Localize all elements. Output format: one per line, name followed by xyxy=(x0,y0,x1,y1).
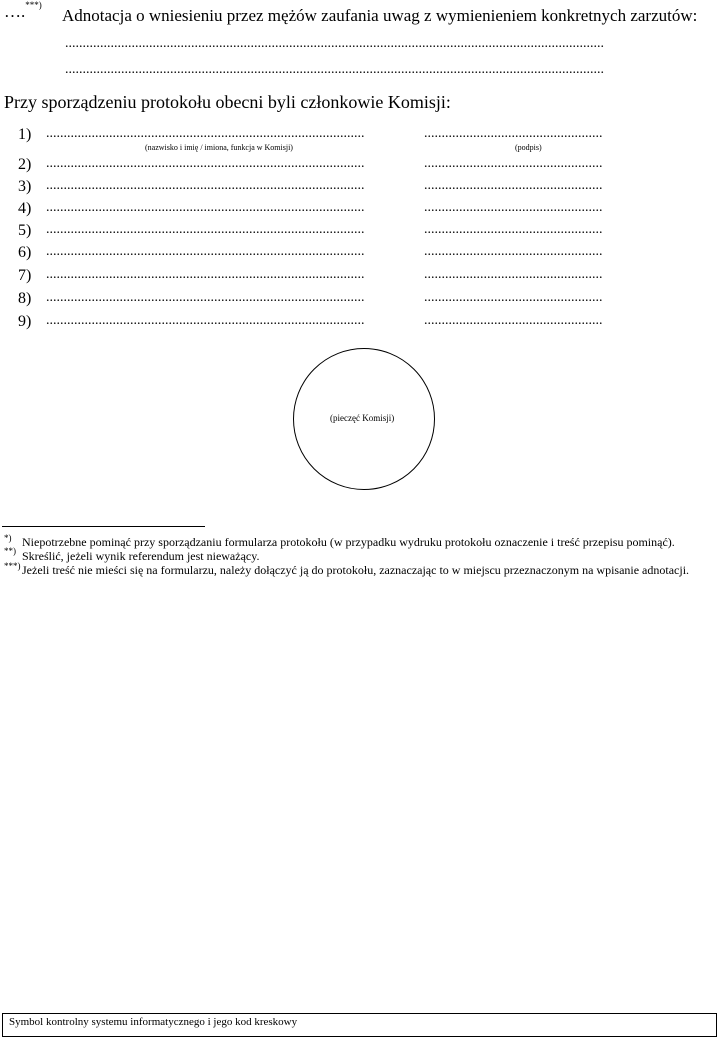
member-row xyxy=(0,313,720,335)
member-name-field[interactable]: ........................................................................................... xyxy=(46,222,365,237)
member-row-number: 9) xyxy=(18,313,32,330)
member-row-number: 6) xyxy=(18,244,32,261)
footnote-mark: **) xyxy=(4,546,16,556)
barcode-box xyxy=(2,1013,717,1037)
member-row xyxy=(0,178,720,200)
member-row-number: 4) xyxy=(18,200,32,217)
member-row xyxy=(0,290,720,312)
member-row-number: 3) xyxy=(18,178,32,195)
member-signature-field[interactable]: ................................................... xyxy=(424,222,603,237)
members-heading: Przy sporządzeniu protokołu obecni byli członkowie Komisji: xyxy=(4,92,451,112)
member-name-field[interactable]: ........................................................................................... xyxy=(46,244,365,259)
signature-caption: (podpis) xyxy=(515,143,542,152)
footnote-mark: ***) xyxy=(4,561,21,571)
footnote-text: Jeżeli treść nie mieści się na formularzu, należy dołączyć ją do protokołu, zaznaczając to w miejscu przeznaczonym na wpisanie adnotacji. xyxy=(22,563,690,577)
member-signature-field[interactable]: ................................................... xyxy=(424,178,603,193)
member-row xyxy=(0,222,720,244)
member-name-field[interactable]: ........................................................................................... xyxy=(46,290,365,305)
annotation-dotted-line-1[interactable]: .......................................................................................................................................................... xyxy=(65,36,604,51)
member-signature-field[interactable]: ................................................... xyxy=(424,126,603,141)
member-signature-field[interactable]: ................................................... xyxy=(424,290,603,305)
member-name-field[interactable]: ........................................................................................... xyxy=(46,126,365,141)
member-row xyxy=(0,244,720,266)
name-caption: (nazwisko i imię / imiona, funkcja w Komisji) xyxy=(145,143,293,152)
member-name-field[interactable]: ........................................................................................... xyxy=(46,313,365,328)
footnote-divider xyxy=(2,526,205,527)
annotation-marker: ….***) xyxy=(4,0,42,21)
member-row xyxy=(0,156,720,178)
member-row-number: 5) xyxy=(18,222,32,239)
member-row xyxy=(0,267,720,289)
footnote-text: Niepotrzebne pominąć przy sporządzaniu formularza protokołu (w przypadku wydruku protokołu oznaczenie i treść przepisu pominąć). xyxy=(22,535,675,549)
member-name-field[interactable]: ........................................................................................... xyxy=(46,178,365,193)
member-row-number: 7) xyxy=(18,267,32,284)
member-row-number: 8) xyxy=(18,290,32,307)
member-name-field[interactable]: ........................................................................................... xyxy=(46,200,365,215)
member-name-field[interactable]: ........................................................................................... xyxy=(46,267,365,282)
member-name-field[interactable]: ........................................................................................... xyxy=(46,156,365,171)
member-row xyxy=(0,200,720,222)
stamp-label: (pieczęć Komisji) xyxy=(330,413,395,423)
member-signature-field[interactable]: ................................................... xyxy=(424,313,603,328)
member-signature-field[interactable]: ................................................... xyxy=(424,156,603,171)
annotation-title: Adnotacja o wniesieniu przez mężów zaufania uwag z wymienieniem konkretnych zarzutów: xyxy=(62,6,698,25)
member-row-number: 1) xyxy=(18,126,32,143)
annotation-footnote-ref: ***) xyxy=(25,0,42,10)
member-signature-field[interactable]: ................................................... xyxy=(424,200,603,215)
member-row-number: 2) xyxy=(18,156,32,173)
member-row xyxy=(0,126,720,148)
barcode-label: Symbol kontrolny systemu informatycznego i jego kod kreskowy xyxy=(9,1016,298,1028)
member-signature-field[interactable]: ................................................... xyxy=(424,267,603,282)
member-signature-field[interactable]: ................................................... xyxy=(424,244,603,259)
footnote-text: Skreślić, jeżeli wynik referendum jest nieważący. xyxy=(22,549,260,563)
footnote-mark: *) xyxy=(4,533,12,543)
annotation-dotted-line-2[interactable]: .......................................................................................................................................................... xyxy=(65,62,604,77)
